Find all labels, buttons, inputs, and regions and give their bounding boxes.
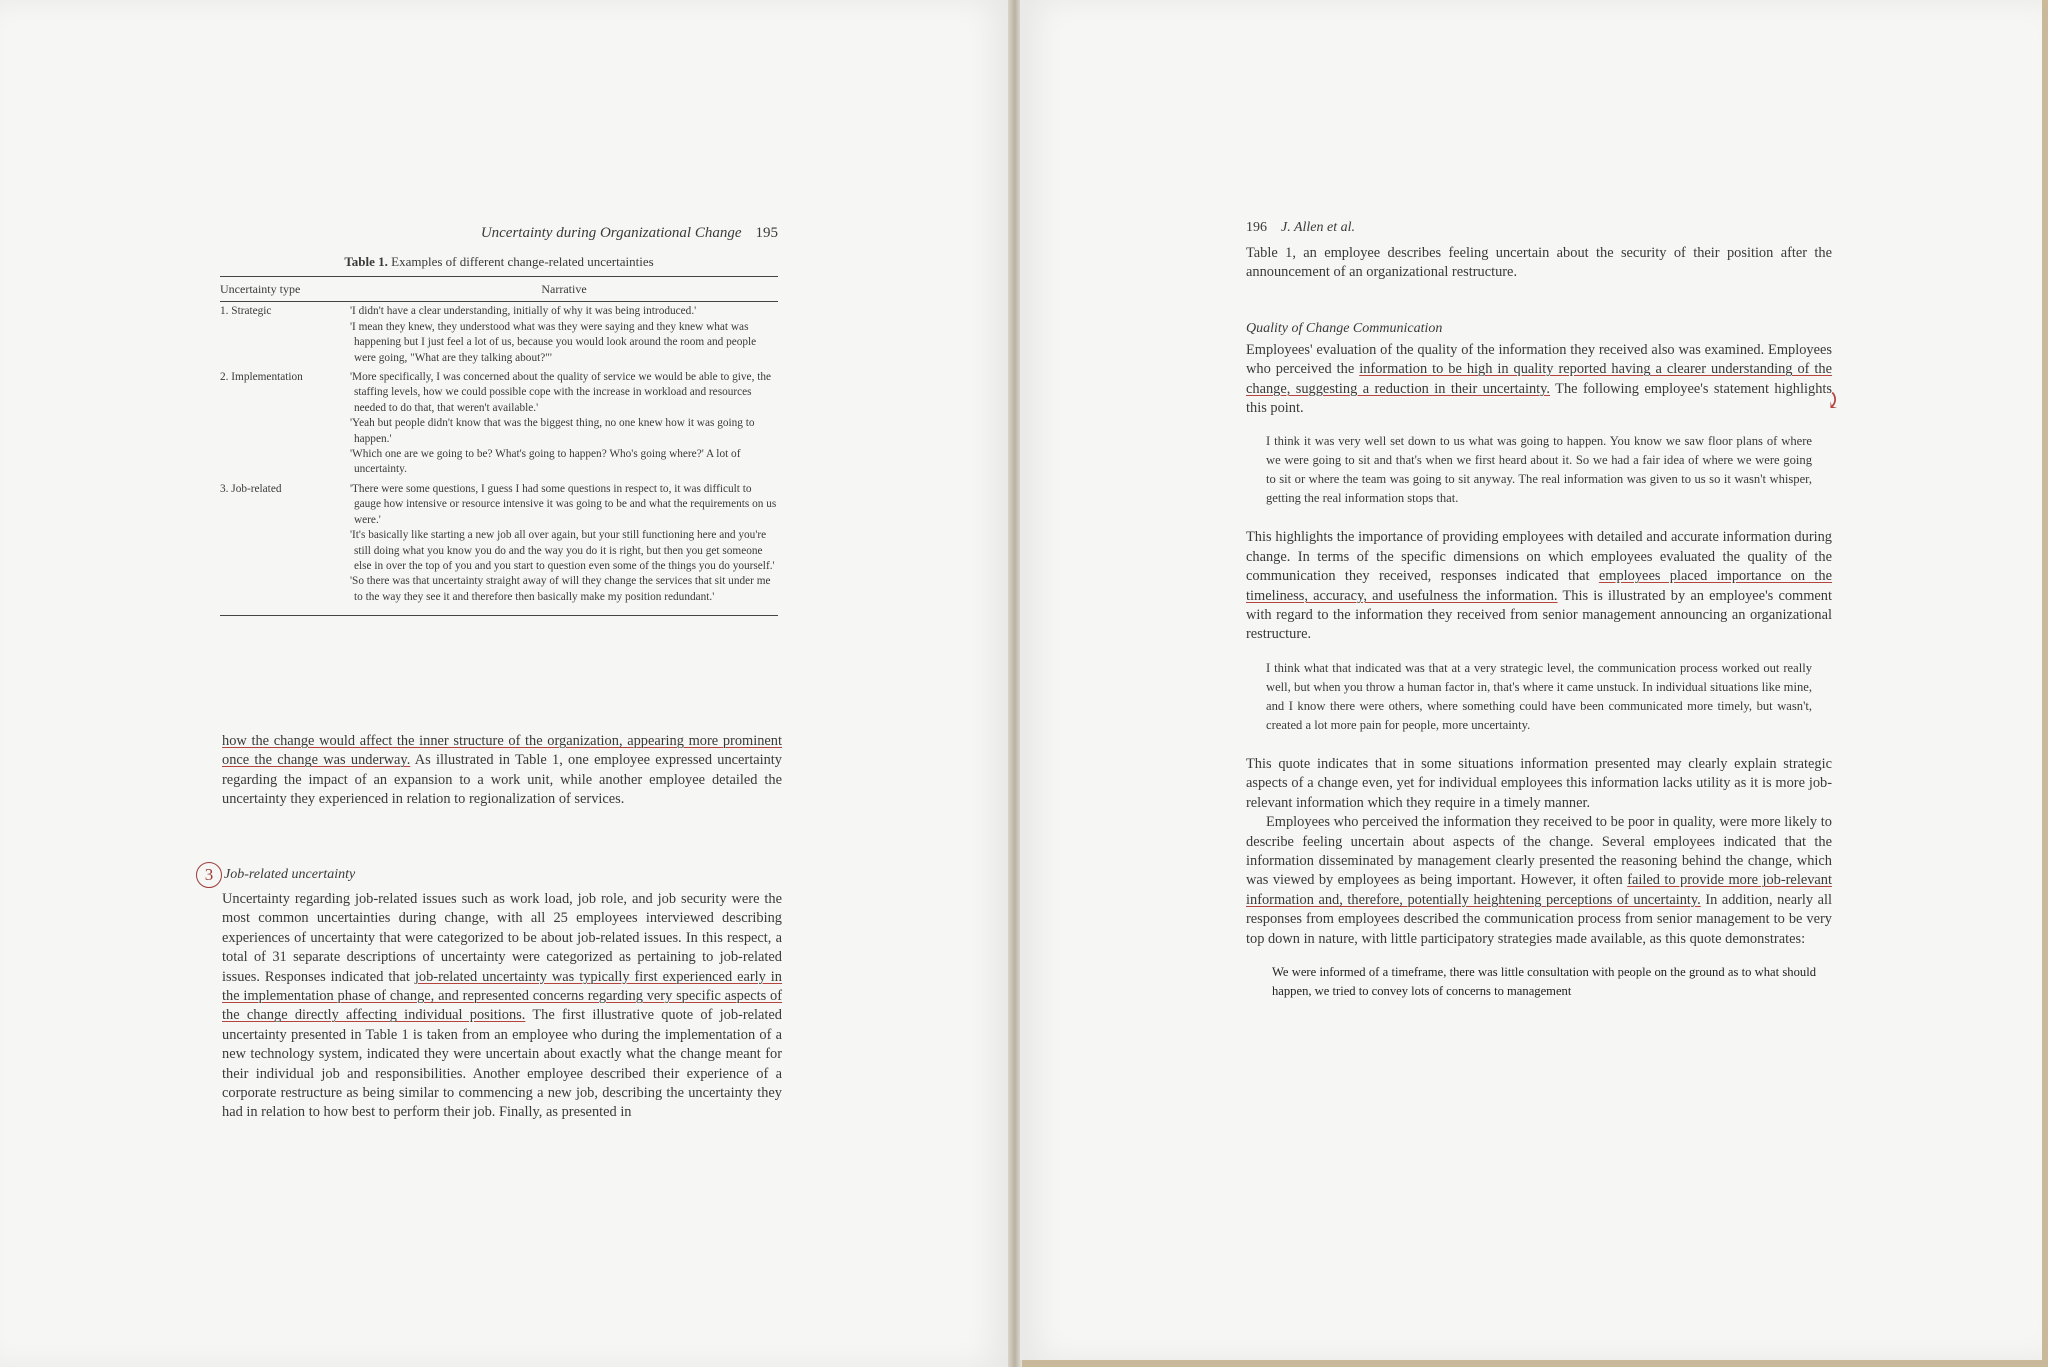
narrative-quote: 'I didn't have a clear understanding, initially of why it was being introduced.' xyxy=(350,305,697,318)
narrative-quote: 'It's basically like starting a new job all over again, but your still functioning here and you're still doing what you know you do and the way you do it is right, but then you get someone else in over the top of you and you start to question even some of the things you do yourself.' xyxy=(350,529,775,572)
narrative-quote: 'There were some questions, I guess I had some questions in respect to, it was difficult to gauge how intensive or resource intensive it was going to be and what the requirements on us were.' xyxy=(350,482,777,526)
right-column xyxy=(1246,244,1832,1001)
underlined-passage: information to be high in quality reported having a clearer understanding of the change, suggesting a reduction in their uncertainty. xyxy=(1246,361,1832,397)
paragraph-text: In addition, nearly all responses from employees described the communication process from senior management to be very top down in nature, with little participatory strategies made available, as this quote demonstrates: xyxy=(1246,891,1832,947)
paragraph-text: This highlights the importance of providing employees with detailed and accurate information during change. In terms of the specific dimensions on which employees evaluated the quality of the communication they received, responses indicated that xyxy=(1246,529,1832,585)
table-caption-text: Examples of different change-related uncertainties xyxy=(387,254,654,269)
header-uncertainty-type: Uncertainty type xyxy=(220,277,350,302)
underlined-passage: how the change would affect the inner structure of the organization, appearing more prominent once the change was underway. xyxy=(222,733,782,769)
section-heading: Quality of Change Communication xyxy=(1246,320,1443,336)
block-quote: I think what that indicated was that at a very strategic level, the communication process worked out really well, but when you throw a human factor in, that's where it came unstuck. In individual situations like mine, and I know there were others, where something could have been communicated more timely, but wasn't, created a lot more pain for people, more uncertainty. xyxy=(1266,660,1812,732)
section-heading-text: Job-related uncertainty xyxy=(224,867,356,883)
right-page xyxy=(1020,0,2042,1360)
right-paragraph-top: Table 1, an employee describes feeling uncertain about the security of their position after the announcement of an organizational restructure. xyxy=(1246,245,1832,281)
right-page-number: 196 xyxy=(1246,220,1267,235)
table-caption xyxy=(220,254,778,270)
paragraph-text: The following employee's statement highlights this point. xyxy=(1246,380,1832,417)
paragraph-text: Employees' evaluation of the quality of the information they received also was examined. Employees who perceived the xyxy=(1246,341,1832,378)
table-caption-label: Table 1. xyxy=(344,254,388,269)
row-narrative xyxy=(350,480,778,616)
running-head-title: Uncertainty during Organizational Change xyxy=(480,225,742,241)
narrative-quote: 'Which one are we going to be? What's going to happen? Who's going where?' A lot of uncertainty. xyxy=(350,448,741,476)
narrative-quote: 'Yeah but people didn't know that was the biggest thing, no one knew how it was going to happen.' xyxy=(350,417,755,445)
running-head-author: J. Allen et al. xyxy=(1281,220,1355,235)
row-type-strategic: 1. Strategic xyxy=(220,305,272,318)
right-paragraph-2 xyxy=(1246,528,1832,644)
paragraph-text: Employees who perceived the information they received to be poor in quality, were more likely to describe feeling uncertain about aspects of the change. Several employees indicated that the information disseminated by management clearly presented the reasoning behind the change, which was viewed by employees as being important. However, it often xyxy=(1246,814,1832,889)
left-running-head xyxy=(220,224,778,242)
left-page-number: 195 xyxy=(755,225,778,241)
left-paragraph-2 xyxy=(222,890,782,1123)
underlined-passage: failed to provide more job-relevant information and, therefore, potentially heightening perceptions of uncertainty. xyxy=(1246,872,1832,908)
row-narrative xyxy=(350,368,778,480)
right-running-head xyxy=(1246,218,1806,236)
handwritten-circle-annotation: 3 xyxy=(196,862,222,888)
paragraph-text: The first illustrative quote of job-related uncertainty presented in Table 1 is taken from an employee who during the implementation of a new technology system, indicated they were uncertain about exactly what the change meant for their individual job and responsibilities. Another employee described their experience of a corporate restructure as being similar to commencing a new job, describing the uncertainty they had in relation to how best to perform their job. Finally, as presented in xyxy=(222,1007,783,1121)
paragraph-text: As illustrated in Table 1, one employee expressed uncertainty regarding the impact of an expansion to a work unit, while another employee detailed the uncertainty they experienced in relation to regionalization of services. xyxy=(222,752,782,808)
underlined-passage: job-related uncertainty was typically first experienced early in the implementation phase of change, and represented concerns regarding very specific aspects of the change directly affecting individual positions. xyxy=(222,968,783,1024)
table-1 xyxy=(220,254,778,616)
table-row xyxy=(220,480,778,616)
uncertainty-table xyxy=(220,276,778,616)
row-type-implementation: 2. Implementation xyxy=(220,371,303,384)
narrative-quote: 'More specifically, I was concerned about the quality of service we would be able to give, the staffing levels, how we could possible cope with the increase in workload and resources needed to do that, that weren't available.' xyxy=(350,371,772,414)
section-heading xyxy=(196,862,782,888)
narrative-quote: 'So there was that uncertainty straight away of will they change the services that sit under me to the way they see it and therefore then basically make my position redundant.' xyxy=(350,575,771,603)
right-paragraph-1 xyxy=(1246,341,1832,419)
right-paragraph-4 xyxy=(1246,813,1832,949)
right-paragraph-3: This quote indicates that in some situations information presented may clearly explain strategic aspects of a change even, yet for individual employees this information lacks utility as it is more job-relevant information which they require in a timely manner. xyxy=(1246,755,1832,811)
paragraph-text: This is illustrated by an employee's comment with regard to the information they received from senior management announcing an organizational restructure. xyxy=(1246,587,1833,643)
handwritten-margin-mark: ⤸ xyxy=(1824,388,1843,413)
header-narrative: Narrative xyxy=(350,277,778,302)
narrative-quote: 'I mean they knew, they understood what was they were saying and they knew what was happening but I just feel a lot of us, because you would look around the room and people were going, "What are they talking about?"' xyxy=(350,320,757,364)
row-narrative xyxy=(350,302,778,368)
table-row xyxy=(220,368,778,480)
table-header-row xyxy=(220,277,778,302)
paragraph-text: Uncertainty regarding job-related issues such as work load, job role, and job security were the most common uncertainties during change, with all 25 employees interviewed describing experiences of uncertainty that were categorized to be about job-related issues. In this respect, a total of 31 separate descriptions of uncertainty were categorized as pertaining to job-related issues. Responses indicated that xyxy=(222,891,782,985)
block-quote: I think it was very well set down to us what was going to happen. You know we saw floor plans of where we were going to sit and that's when we first heard about it. So we had a fair idea of where we were going to sit or where the team was going to sit anyway. The real information was given to us so it wasn't whisper, getting the real information stops that. xyxy=(1266,434,1812,506)
underlined-passage: employees placed importance on the timeliness, accuracy, and usefulness the information. xyxy=(1246,568,1833,604)
left-paragraph-1 xyxy=(222,732,782,810)
left-page xyxy=(0,0,1010,1367)
table-row xyxy=(220,302,778,368)
section-job-related xyxy=(196,862,782,1123)
block-quote: We were informed of a timeframe, there was little consultation with people on the ground as to what should happen, we tried to convey lots of concerns to management xyxy=(1272,964,1816,998)
row-type-job-related: 3. Job-related xyxy=(220,480,350,616)
